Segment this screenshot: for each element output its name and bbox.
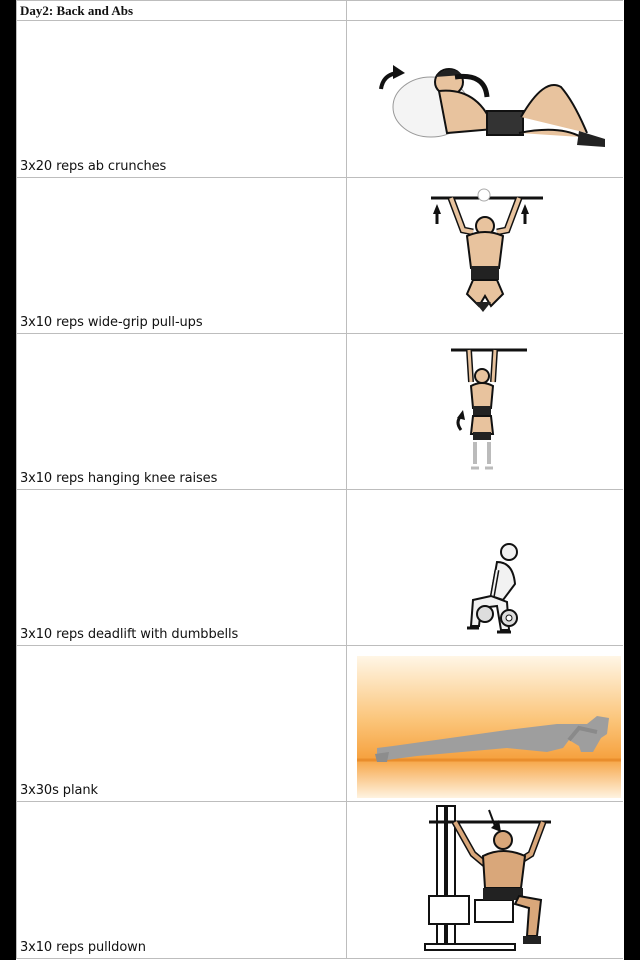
page-title: Day2: Back and Abs <box>20 3 134 18</box>
exercise-label-cell <box>17 334 347 489</box>
exercise-image-cell <box>347 490 623 645</box>
exercise-label-cell <box>17 490 347 645</box>
table-row <box>17 646 623 802</box>
header-empty-cell <box>347 1 623 20</box>
plank-illustration <box>357 656 621 798</box>
table-row <box>17 490 623 646</box>
table-row <box>17 21 623 178</box>
dumbbell-deadlift-illustration <box>457 540 537 640</box>
exercise-image-cell <box>347 802 623 958</box>
exercise-label-cell <box>17 178 347 333</box>
hanging-knee-raise-illustration <box>447 346 537 476</box>
exercise-label-cell <box>17 21 347 177</box>
ab-crunch-illustration <box>369 47 619 147</box>
workout-table <box>16 0 623 959</box>
table-row <box>17 334 623 490</box>
exercise-label-cell <box>17 646 347 801</box>
exercise-label: 3x10 reps hanging knee raises <box>20 471 218 486</box>
exercise-image-cell <box>347 21 623 177</box>
exercise-image-cell <box>347 178 623 333</box>
exercise-label: 3x10 reps wide-grip pull-ups <box>20 315 203 330</box>
table-row <box>17 802 623 959</box>
document-page <box>16 0 624 960</box>
lat-pulldown-illustration <box>415 804 565 954</box>
exercise-label: 3x10 reps deadlift with dumbbells <box>20 627 239 642</box>
table-row <box>17 178 623 334</box>
pull-up-illustration <box>427 188 547 318</box>
exercise-label: 3x10 reps pulldown <box>20 940 146 955</box>
exercise-image-cell <box>347 646 623 801</box>
exercise-image-cell <box>347 334 623 489</box>
exercise-label: 3x30s plank <box>20 783 98 798</box>
exercise-label: 3x20 reps ab crunches <box>20 159 167 174</box>
exercise-label-cell <box>17 802 347 958</box>
table-header-row <box>17 1 623 21</box>
header-cell <box>17 1 347 20</box>
